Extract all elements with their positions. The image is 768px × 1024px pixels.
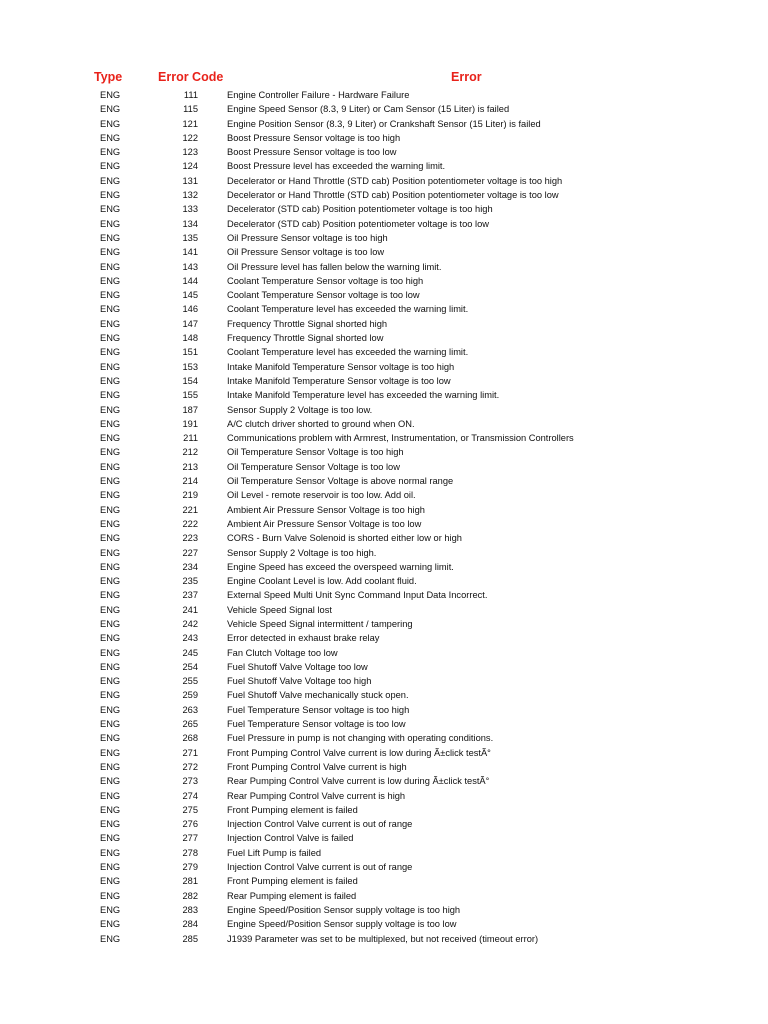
table-row — [0, 917, 768, 931]
cell-type: ENG — [100, 447, 121, 458]
table-row — [0, 674, 768, 688]
cell-error-code: 131 — [182, 175, 198, 186]
cell-type: ENG — [100, 490, 121, 501]
table-row — [0, 517, 768, 531]
cell-error-description: CORS - Burn Valve Solenoid is shorted either low or high — [227, 533, 462, 544]
cell-type: ENG — [100, 890, 121, 901]
cell-error-code: 146 — [182, 304, 198, 315]
cell-error-description: Vehicle Speed Signal intermittent / tampering — [227, 618, 413, 629]
cell-error-code: 254 — [182, 661, 198, 672]
cell-error-code: 283 — [182, 904, 198, 915]
cell-error-code: 234 — [182, 561, 198, 572]
cell-error-code: 268 — [182, 733, 198, 744]
cell-error-description: Ambient Air Pressure Sensor Voltage is too high — [227, 504, 425, 515]
cell-error-description: Coolant Temperature level has exceeded the warning limit. — [227, 304, 469, 315]
cell-type: ENG — [100, 476, 121, 487]
cell-type: ENG — [100, 333, 121, 344]
table-row — [0, 631, 768, 645]
cell-type: ENG — [100, 147, 121, 158]
cell-error-description: Front Pumping Control Valve current is low during Ã±click testÃ° — [227, 747, 491, 758]
cell-error-code: 255 — [182, 676, 198, 687]
cell-error-description: Fuel Pressure in pump is not changing with operating conditions. — [227, 733, 494, 744]
cell-error-code: 277 — [182, 833, 198, 844]
cell-error-description: Communications problem with Armrest, Instrumentation, or Transmission Controllers — [227, 433, 574, 444]
cell-type: ENG — [100, 904, 121, 915]
cell-error-description: Sensor Supply 2 Voltage is too high. — [227, 547, 377, 558]
cell-error-description: Front Pumping Control Valve current is high — [227, 761, 407, 772]
cell-error-code: 148 — [182, 333, 198, 344]
cell-error-code: 213 — [182, 461, 198, 472]
cell-error-code: 223 — [182, 533, 198, 544]
cell-error-code: 263 — [182, 704, 198, 715]
table-row — [0, 331, 768, 345]
cell-error-description: Oil Temperature Sensor Voltage is above normal range — [227, 476, 454, 487]
cell-error-code: 151 — [182, 347, 198, 358]
cell-type: ENG — [100, 518, 121, 529]
cell-type: ENG — [100, 733, 121, 744]
table-row — [0, 188, 768, 202]
cell-error-code: 241 — [182, 604, 198, 615]
cell-error-code: 211 — [183, 433, 198, 444]
cell-type: ENG — [100, 118, 121, 129]
table-row — [0, 760, 768, 774]
cell-error-description: Vehicle Speed Signal lost — [227, 604, 332, 615]
cell-error-code: 271 — [182, 747, 198, 758]
table-row — [0, 374, 768, 388]
table-row — [0, 503, 768, 517]
cell-type: ENG — [100, 390, 121, 401]
cell-type: ENG — [100, 790, 121, 801]
cell-error-description: Oil Level - remote reservoir is too low. Add oil. — [227, 490, 416, 501]
cell-error-description: Injection Control Valve current is out of range — [227, 862, 413, 873]
table-row — [0, 789, 768, 803]
cell-error-description: J1939 Parameter was set to be multiplexed, but not received (timeout error) — [227, 933, 539, 944]
cell-error-code: 121 — [182, 118, 198, 129]
cell-type: ENG — [100, 504, 121, 515]
table-row — [0, 803, 768, 817]
cell-error-code: 278 — [182, 847, 198, 858]
table-row — [0, 660, 768, 674]
cell-error-description: Fuel Temperature Sensor voltage is too high — [227, 704, 410, 715]
table-row — [0, 317, 768, 331]
table-row — [0, 560, 768, 574]
cell-type: ENG — [100, 747, 121, 758]
cell-error-code: 274 — [182, 790, 198, 801]
cell-type: ENG — [100, 604, 121, 615]
cell-type: ENG — [100, 375, 121, 386]
cell-type: ENG — [100, 576, 121, 587]
cell-error-description: Rear Pumping Control Valve current is high — [227, 790, 406, 801]
cell-error-description: Boost Pressure Sensor voltage is too low — [227, 147, 397, 158]
cell-error-description: Boost Pressure level has exceeded the warning limit. — [227, 161, 446, 172]
cell-error-code: 242 — [182, 618, 198, 629]
table-row — [0, 903, 768, 917]
cell-error-code: 132 — [182, 190, 198, 201]
table-row — [0, 889, 768, 903]
table-row — [0, 546, 768, 560]
cell-type: ENG — [100, 847, 121, 858]
cell-type: ENG — [100, 561, 121, 572]
table-row — [0, 603, 768, 617]
cell-type: ENG — [100, 633, 121, 644]
cell-type: ENG — [100, 132, 121, 143]
table-row — [0, 174, 768, 188]
header-error: Error — [451, 70, 482, 84]
table-row — [0, 688, 768, 702]
cell-error-code: 273 — [182, 776, 198, 787]
table-row — [0, 646, 768, 660]
cell-error-code: 275 — [182, 804, 198, 815]
cell-error-code: 147 — [182, 318, 198, 329]
cell-error-description: Decelerator or Hand Throttle (STD cab) Position potentiometer voltage is too low — [227, 190, 559, 201]
cell-error-description: Coolant Temperature Sensor voltage is too low — [227, 290, 420, 301]
cell-error-code: 115 — [183, 104, 198, 115]
cell-error-description: Oil Pressure Sensor voltage is too low — [227, 247, 385, 258]
cell-type: ENG — [100, 833, 121, 844]
cell-type: ENG — [100, 104, 121, 115]
table-row — [0, 932, 768, 946]
cell-error-code: 143 — [182, 261, 198, 272]
cell-error-description: Engine Speed/Position Sensor supply voltage is too high — [227, 904, 461, 915]
cell-error-description: Decelerator (STD cab) Position potentiometer voltage is too high — [227, 204, 493, 215]
cell-error-code: 187 — [182, 404, 198, 415]
cell-error-code: 191 — [182, 418, 198, 429]
cell-error-code: 282 — [182, 890, 198, 901]
table-row — [0, 574, 768, 588]
table-row — [0, 345, 768, 359]
cell-type: ENG — [100, 461, 121, 472]
table-row — [0, 145, 768, 159]
cell-error-code: 123 — [182, 147, 198, 158]
cell-error-code: 122 — [182, 132, 198, 143]
cell-error-description: External Speed Multi Unit Sync Command Input Data Incorrect. — [227, 590, 488, 601]
cell-error-description: Oil Pressure level has fallen below the warning limit. — [227, 261, 442, 272]
cell-type: ENG — [100, 919, 121, 930]
table-row — [0, 731, 768, 745]
table-row — [0, 588, 768, 602]
cell-error-code: 212 — [182, 447, 198, 458]
cell-type: ENG — [100, 761, 121, 772]
cell-error-code: 245 — [182, 647, 198, 658]
cell-error-description: Oil Temperature Sensor Voltage is too high — [227, 447, 404, 458]
cell-type: ENG — [100, 418, 121, 429]
cell-error-description: Intake Manifold Temperature Sensor voltage is too low — [227, 375, 451, 386]
cell-error-description: Fuel Temperature Sensor voltage is too low — [227, 719, 406, 730]
cell-error-description: Ambient Air Pressure Sensor Voltage is too low — [227, 518, 422, 529]
cell-type: ENG — [100, 704, 121, 715]
cell-error-description: Fan Clutch Voltage too low — [227, 647, 338, 658]
cell-error-description: Injection Control Valve is failed — [227, 833, 354, 844]
table-row — [0, 874, 768, 888]
cell-type: ENG — [100, 161, 121, 172]
cell-error-code: 227 — [182, 547, 198, 558]
table-row — [0, 817, 768, 831]
cell-error-description: Decelerator or Hand Throttle (STD cab) Position potentiometer voltage is too high — [227, 175, 563, 186]
table-row — [0, 488, 768, 502]
cell-error-code: 145 — [182, 290, 198, 301]
table-body — [0, 88, 768, 946]
cell-type: ENG — [100, 204, 121, 215]
table-row — [0, 746, 768, 760]
cell-error-description: Coolant Temperature Sensor voltage is too high — [227, 275, 424, 286]
cell-type: ENG — [100, 290, 121, 301]
cell-error-description: Engine Controller Failure - Hardware Failure — [227, 90, 410, 100]
cell-error-code: 155 — [182, 390, 198, 401]
cell-type: ENG — [100, 175, 121, 186]
table-row — [0, 245, 768, 259]
table-row — [0, 417, 768, 431]
table-row — [0, 445, 768, 459]
cell-error-description: A/C clutch driver shorted to ground when ON. — [227, 418, 415, 429]
cell-type: ENG — [100, 676, 121, 687]
cell-type: ENG — [100, 804, 121, 815]
cell-type: ENG — [100, 862, 121, 873]
cell-type: ENG — [100, 876, 121, 887]
table-row — [0, 260, 768, 274]
header-type: Type — [94, 70, 123, 84]
cell-type: ENG — [100, 776, 121, 787]
table-row — [0, 474, 768, 488]
cell-error-description: Error detected in exhaust brake relay — [227, 633, 380, 644]
cell-error-description: Frequency Throttle Signal shorted low — [227, 333, 384, 344]
table-row — [0, 860, 768, 874]
cell-error-description: Coolant Temperature level has exceeded the warning limit. — [227, 347, 469, 358]
table-row — [0, 231, 768, 245]
cell-error-code: 134 — [182, 218, 198, 229]
table-row — [0, 460, 768, 474]
cell-error-code: 153 — [182, 361, 198, 372]
cell-error-description: Boost Pressure Sensor voltage is too high — [227, 132, 401, 143]
cell-error-code: 243 — [182, 633, 198, 644]
cell-error-code: 285 — [182, 933, 198, 944]
cell-error-code: 281 — [182, 876, 198, 887]
table-row — [0, 403, 768, 417]
cell-error-code: 141 — [182, 247, 198, 258]
cell-error-description: Fuel Lift Pump is failed — [227, 847, 322, 858]
cell-error-code: 276 — [182, 819, 198, 830]
cell-error-description: Oil Pressure Sensor voltage is too high — [227, 232, 388, 243]
cell-error-code: 222 — [182, 518, 198, 529]
cell-type: ENG — [100, 90, 121, 100]
cell-error-code: 144 — [182, 275, 198, 286]
table-row — [0, 159, 768, 173]
table-row — [0, 846, 768, 860]
cell-type: ENG — [100, 690, 121, 701]
cell-type: ENG — [100, 590, 121, 601]
table-row — [0, 131, 768, 145]
cell-error-description: Front Pumping element is failed — [227, 804, 358, 815]
cell-error-code: 259 — [182, 690, 198, 701]
cell-error-code: 284 — [182, 919, 198, 930]
table-row — [0, 302, 768, 316]
cell-error-description: Front Pumping element is failed — [227, 876, 358, 887]
cell-type: ENG — [100, 719, 121, 730]
cell-error-code: 272 — [182, 761, 198, 772]
cell-type: ENG — [100, 261, 121, 272]
table-row — [0, 217, 768, 231]
table-row — [0, 88, 768, 102]
cell-error-description: Injection Control Valve current is out of range — [227, 819, 413, 830]
table-row — [0, 774, 768, 788]
table-row — [0, 431, 768, 445]
table-row — [0, 117, 768, 131]
cell-type: ENG — [100, 433, 121, 444]
cell-type: ENG — [100, 275, 121, 286]
cell-type: ENG — [100, 318, 121, 329]
cell-error-description: Rear Pumping element is failed — [227, 890, 357, 901]
cell-error-code: 237 — [182, 590, 198, 601]
table-row — [0, 531, 768, 545]
cell-type: ENG — [100, 533, 121, 544]
table-row — [0, 617, 768, 631]
cell-type: ENG — [100, 347, 121, 358]
cell-error-description: Rear Pumping Control Valve current is low during Ã±click testÃ° — [227, 776, 490, 787]
cell-error-description: Intake Manifold Temperature level has exceeded the warning limit. — [227, 390, 500, 401]
cell-error-code: 279 — [182, 862, 198, 873]
error-code-table — [0, 70, 768, 944]
table-row — [0, 703, 768, 717]
cell-error-code: 111 — [183, 90, 198, 100]
cell-type: ENG — [100, 190, 121, 201]
cell-error-code: 214 — [182, 476, 198, 487]
cell-type: ENG — [100, 661, 121, 672]
table-row — [0, 288, 768, 302]
cell-error-code: 135 — [182, 232, 198, 243]
table-header — [0, 70, 768, 88]
cell-error-code: 124 — [182, 161, 198, 172]
cell-type: ENG — [100, 247, 121, 258]
header-error-code: Error Code — [158, 70, 224, 84]
cell-type: ENG — [100, 647, 121, 658]
cell-type: ENG — [100, 819, 121, 830]
table-row — [0, 717, 768, 731]
table-row — [0, 274, 768, 288]
cell-type: ENG — [100, 361, 121, 372]
cell-error-description: Engine Coolant Level is low. Add coolant fluid. — [227, 576, 417, 587]
cell-error-description: Engine Speed Sensor (8.3, 9 Liter) or Cam Sensor (15 Liter) is failed — [227, 104, 510, 115]
cell-type: ENG — [100, 304, 121, 315]
cell-error-description: Fuel Shutoff Valve Voltage too high — [227, 676, 372, 687]
cell-error-description: Decelerator (STD cab) Position potentiometer voltage is too low — [227, 218, 489, 229]
cell-error-code: 219 — [182, 490, 198, 501]
cell-type: ENG — [100, 547, 121, 558]
cell-error-description: Engine Speed has exceed the overspeed warning limit. — [227, 561, 454, 572]
cell-error-code: 154 — [182, 375, 198, 386]
table-row — [0, 831, 768, 845]
cell-error-description: Intake Manifold Temperature Sensor voltage is too high — [227, 361, 455, 372]
cell-type: ENG — [100, 232, 121, 243]
cell-error-code: 235 — [182, 576, 198, 587]
cell-error-description: Engine Speed/Position Sensor supply voltage is too low — [227, 919, 457, 930]
cell-type: ENG — [100, 218, 121, 229]
table-row — [0, 388, 768, 402]
cell-error-description: Engine Position Sensor (8.3, 9 Liter) or Crankshaft Sensor (15 Liter) is failed — [227, 118, 541, 129]
table-row — [0, 360, 768, 374]
cell-error-description: Sensor Supply 2 Voltage is too low. — [227, 404, 373, 415]
cell-type: ENG — [100, 618, 121, 629]
cell-error-description: Fuel Shutoff Valve Voltage too low — [227, 661, 368, 672]
cell-type: ENG — [100, 933, 121, 944]
cell-error-code: 221 — [182, 504, 198, 515]
cell-error-code: 133 — [182, 204, 198, 215]
cell-type: ENG — [100, 404, 121, 415]
cell-error-description: Fuel Shutoff Valve mechanically stuck open. — [227, 690, 409, 701]
table-row — [0, 102, 768, 116]
cell-error-code: 265 — [182, 719, 198, 730]
cell-error-description: Frequency Throttle Signal shorted high — [227, 318, 388, 329]
cell-error-description: Oil Temperature Sensor Voltage is too low — [227, 461, 400, 472]
table-row — [0, 202, 768, 216]
